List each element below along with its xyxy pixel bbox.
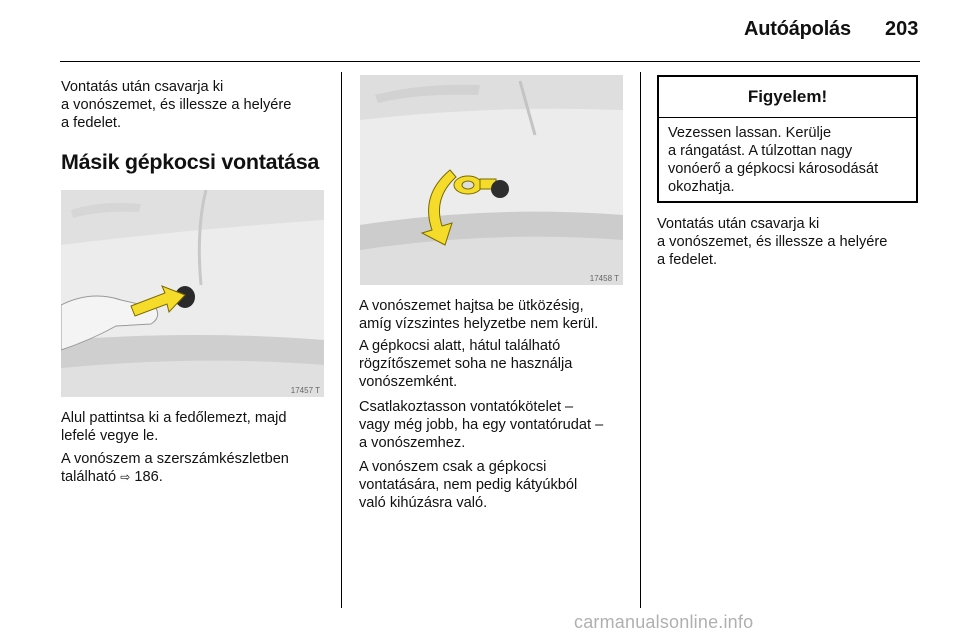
mid-para4-line-2: vontatására, nem pedig kátyúkból [359,477,578,493]
after-towing-paragraph [657,215,887,269]
tool-location-paragraph [61,450,289,486]
figure-code-middle: 17458 T [589,274,619,283]
page-reference[interactable]: 186. [130,469,163,485]
page-number: 203 [885,18,919,40]
right-para-line-3: a fedelet. [657,252,718,268]
warning-line-1: Vezessen lassan. Kerülje [668,125,832,141]
figure-tow-eye-install [360,75,623,285]
para1-line-1: Alul pattintsa ki a fedőlemezt, majd [61,410,287,426]
warning-line-3: vonóerő a gépkocsi károsodását [668,161,879,177]
intro-paragraph [61,78,291,132]
cover-instructions [61,409,287,445]
mid-para4-line-3: való kihúzásra való. [359,495,488,511]
warning-line-4: okozhatja. [668,179,735,195]
warning-title: Figyelem! [659,77,916,118]
figure-cover-removal [61,190,324,397]
page-header-title: Autóápolás [744,18,851,40]
mid-para4-line-1: A vonószem csak a gépkocsi [359,459,547,475]
warning-line-2: a rángatást. A túlzottan nagy [668,143,853,159]
mid-para2-line-3: vonószemként. [359,374,458,390]
right-para-line-2: a vonószemet, és illessze a helyére [657,234,888,250]
intro-line-3: a fedelet. [61,115,122,131]
mid-para1-line-2: amíg vízszintes helyzetbe nem kerül. [359,316,599,332]
column-divider-right [640,72,641,608]
mid-para2-line-2: rögzítőszemet soha ne használja [359,356,573,372]
header-rule [60,61,920,62]
intro-line-2: a vonószemet, és illessze a helyére [61,97,292,113]
mid-para3-line-2: vagy még jobb, ha egy vontatórudat – [359,417,604,433]
warning-body [659,118,916,202]
column-divider-left [341,72,342,608]
warning-box [657,75,918,203]
right-para-line-1: Vontatás után csavarja ki [657,216,820,232]
para2-line-1: A vonószem a szerszámkészletben [61,451,289,467]
mid-para3-line-3: a vonószemhez. [359,435,466,451]
watermark: carmanualsonline.info [574,612,754,632]
arrow-right-icon[interactable]: ⇨ [120,470,131,484]
figure-code-left: 17457 T [290,386,320,395]
para1-line-2: lefelé vegye le. [61,428,159,444]
mid-para2-line-1: A gépkocsi alatt, hátul található [359,338,561,354]
warning-lashing-eye-paragraph [359,337,572,391]
mid-para1-line-1: A vonószemet hajtsa be ütközésig, [359,298,584,314]
tow-rope-paragraph [359,398,603,452]
section-heading: Másik gépkocsi vontatása [61,150,320,174]
screw-in-paragraph [359,297,598,333]
para2-line-2: található [61,469,121,485]
intro-line-1: Vontatás után csavarja ki [61,79,224,95]
mid-para3-line-1: Csatlakoztasson vontatókötelet – [359,399,574,415]
tow-eye-usage-paragraph [359,458,577,512]
